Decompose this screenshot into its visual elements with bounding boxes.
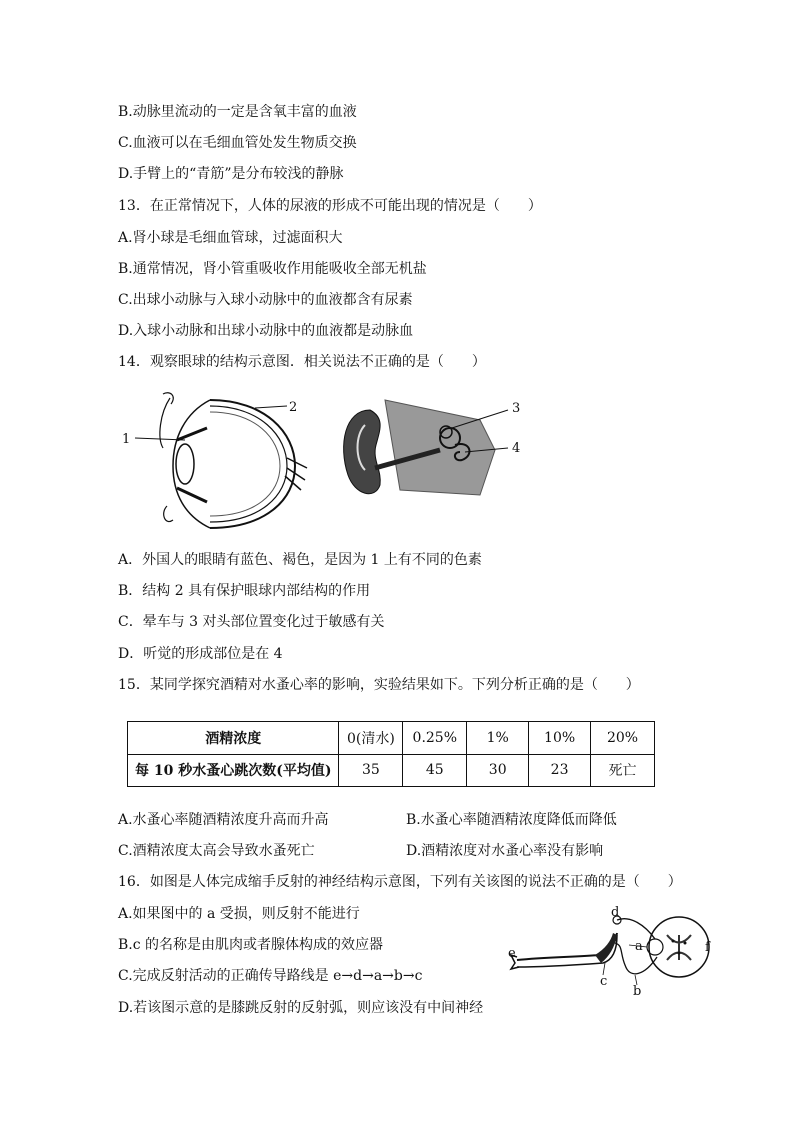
eye-label-2: 2 <box>289 400 298 415</box>
ear-structure-figure <box>330 390 530 510</box>
alcohol-heart-rate-table <box>127 721 655 787</box>
eye-structure-figure <box>115 388 315 538</box>
table-cell: 30 <box>467 754 529 787</box>
q12-option-b: B.动脉里流动的一定是含氧丰富的血液 <box>118 104 357 120</box>
reflex-label-b: b <box>633 984 642 999</box>
table-cell: 20% <box>591 722 655 755</box>
q15-option-b: B.水蚤心率随酒精浓度降低而降低 <box>406 812 617 828</box>
reflex-arc-figure <box>505 905 720 1000</box>
q14-option-d: D．听觉的形成部位是在 4 <box>118 646 283 662</box>
q13-option-c: C.出球小动脉与入球小动脉中的血液都含有尿素 <box>118 292 413 308</box>
table-cell: 35 <box>339 754 403 787</box>
reflex-label-c: c <box>600 974 608 989</box>
reflex-label-a: a <box>635 939 643 954</box>
q16-stem: 16．如图是人体完成缩手反射的神经结构示意图，下列有关该图的说法不正确的是（ ） <box>118 874 682 890</box>
q16-option-d: D.若该图示意的是膝跳反射的反射弧，则应该没有中间神经 <box>118 1000 484 1016</box>
eye-label-1: 1 <box>122 432 131 447</box>
q16-option-b: B.c 的名称是由肌肉或者腺体构成的效应器 <box>118 937 384 953</box>
table-cell: 10% <box>529 722 591 755</box>
reflex-label-f: f <box>705 940 710 955</box>
q12-option-c: C.血液可以在毛细血管处发生物质交换 <box>118 135 357 151</box>
q14-stem: 14．观察眼球的结构示意图．相关说法不正确的是（ ） <box>118 354 486 370</box>
table-cell: 1% <box>467 722 529 755</box>
table-cell: 每 10 秒水蚤心跳次数(平均值) <box>128 754 339 787</box>
q13-stem: 13．在正常情况下，人体的尿液的形成不可能出现的情况是（ ） <box>118 198 542 214</box>
q14-option-c: C．晕车与 3 对头部位置变化过于敏感有关 <box>118 614 385 630</box>
reflex-label-e: e <box>508 946 516 961</box>
q16-option-a: A.如果图中的 a 受损，则反射不能进行 <box>118 906 360 922</box>
q15-option-c: C.酒精浓度太高会导致水蚤死亡 <box>118 843 315 859</box>
table-cell: 0.25% <box>403 722 467 755</box>
table-row <box>128 754 655 787</box>
q14-option-a: A．外国人的眼睛有蓝色、褐色，是因为 1 上有不同的色素 <box>118 552 482 568</box>
reflex-label-d: d <box>611 905 620 920</box>
q13-option-b: B.通常情况，肾小管重吸收作用能吸收全部无机盐 <box>118 261 427 277</box>
q15-stem: 15．某同学探究酒精对水蚤心率的影响，实验结果如下。下列分析正确的是（ ） <box>118 677 640 693</box>
ear-label-4: 4 <box>512 441 521 456</box>
q15-option-d: D.酒精浓度对水蚤心率没有影响 <box>406 843 604 859</box>
table-cell: 死亡 <box>591 754 655 787</box>
q14-option-b: B．结构 2 具有保护眼球内部结构的作用 <box>118 583 371 599</box>
q13-option-d: D.入球小动脉和出球小动脉中的血液都是动脉血 <box>118 323 414 339</box>
table-cell: 0(清水) <box>339 722 403 755</box>
table-cell: 45 <box>403 754 467 787</box>
q16-option-c: C.完成反射活动的正确传导路线是 e→d→a→b→c <box>118 968 423 984</box>
table-cell: 酒精浓度 <box>128 722 339 755</box>
q13-option-a: A.肾小球是毛细血管球，过滤面积大 <box>118 230 343 246</box>
ear-label-3: 3 <box>512 401 521 416</box>
table-cell: 23 <box>529 754 591 787</box>
q12-option-d: D.手臂上的“青筋”是分布较浅的静脉 <box>118 166 344 182</box>
table-row <box>128 722 655 755</box>
q15-option-a: A.水蚤心率随酒精浓度升高而升高 <box>118 812 329 828</box>
